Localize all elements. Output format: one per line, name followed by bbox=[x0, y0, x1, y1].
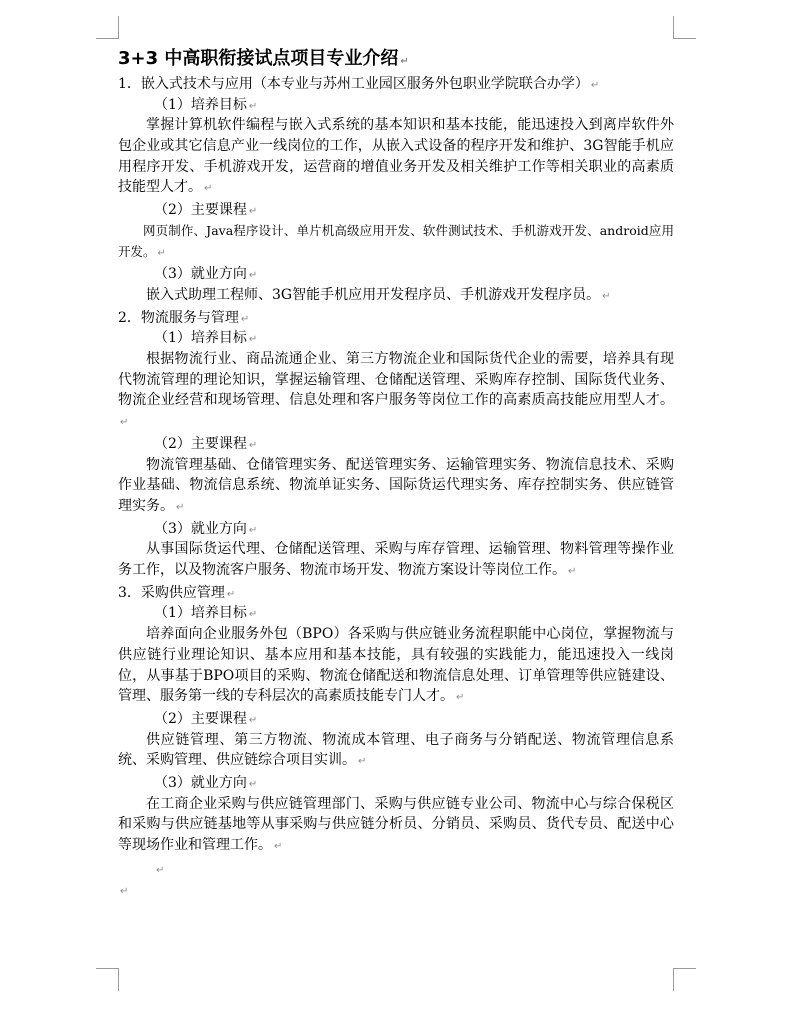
section-procurement bbox=[118, 583, 674, 858]
paragraph-mark: ↵ bbox=[248, 439, 258, 451]
page-corner-bottom-left bbox=[96, 968, 119, 991]
document-body[interactable] bbox=[118, 44, 674, 899]
paragraph-mark: ↵ bbox=[248, 270, 258, 282]
paragraph-mark: ↵ bbox=[248, 206, 258, 218]
paragraph-mark: ↵ bbox=[156, 864, 165, 876]
paragraph-mark: ↵ bbox=[274, 841, 283, 853]
paragraph-mark: ↵ bbox=[120, 417, 129, 429]
paragraph-mark: ↵ bbox=[400, 56, 409, 67]
goal-paragraph: 根据物流行业、商品流通企业、第三方物流企业和国际货代企业的需要，培养具有现代物流管理的理论知识，掌握运输管理、仓储配送管理、采购库存控制、国际货代业务、物流企业经营和现场管理、信息处理和客户服务等岗位工作的高素质高技能应用型人才。↵ bbox=[118, 351, 674, 429]
paragraph-mark: ↵ bbox=[248, 714, 258, 726]
courses-paragraph: 物流管理基础、仓储管理实务、配送管理实务、运输管理实务、物流信息技术、采购作业基础、物流信息系统、物流单证实务、国际货运代理实务、库存控制实务、供应链管理实务。 ↵ bbox=[118, 456, 674, 514]
paragraph-mark: ↵ bbox=[248, 609, 258, 621]
courses-paragraph: 供应链管理、第三方物流、物流成本管理、电子商务与分销配送、物流管理信息系统、采购管理、供应链综合项目实训。 ↵ bbox=[118, 731, 674, 769]
subheading-goal: （1）培养目标 ↵ bbox=[154, 330, 258, 347]
page-corner-bottom-right bbox=[673, 968, 696, 991]
paragraph-mark: ↵ bbox=[568, 566, 577, 578]
subheading-jobs: （3）就业方向 ↵ bbox=[154, 266, 258, 283]
empty-paragraph bbox=[118, 858, 674, 879]
paragraph-mark: ↵ bbox=[240, 313, 250, 325]
paragraph-mark: ↵ bbox=[204, 183, 213, 195]
paragraph-mark: ↵ bbox=[602, 290, 611, 302]
subheading-jobs: （3）就业方向 ↵ bbox=[154, 520, 258, 537]
subheading-goal: （1）培养目标 ↵ bbox=[154, 96, 258, 113]
paragraph-mark: ↵ bbox=[248, 100, 258, 112]
paragraph-mark: ↵ bbox=[248, 334, 258, 346]
paragraph-mark: ↵ bbox=[590, 80, 600, 91]
section-heading: 1．嵌入式技术与应用（本专业与苏州工业园区服务外包职业学院联合办学） ↵ bbox=[118, 76, 600, 92]
section-embedded bbox=[118, 74, 674, 308]
subheading-courses: （2）主要课程 ↵ bbox=[154, 710, 258, 727]
paragraph-mark: ↵ bbox=[176, 501, 185, 513]
subheading-courses: （2）主要课程 ↵ bbox=[154, 202, 258, 219]
jobs-paragraph: 嵌入式助理工程师、3G智能手机应用开发程序员、手机游戏开发程序员。 ↵ bbox=[146, 286, 611, 303]
subheading-courses: （2）主要课程 ↵ bbox=[154, 435, 258, 452]
courses-paragraph: 网页制作、Java程序设计、单片机高级应用开发、软件测试技术、手机游戏开发、android应用开发。 ↵ bbox=[118, 222, 674, 259]
goal-paragraph: 培养面向企业服务外包（BPO）各采购与供应链业务流程职能中心岗位，掌握物流与供应链行业理论知识、基本应用和基本技能，具有较强的实践能力，能迅速投入一线岗位，从事基于BPO项目的采购、物流仓储配送和物流信息处理、订单管理等供应链建设、管理、服务第一线的专科层次的高素质技能专门人才。 ↵ bbox=[118, 626, 674, 705]
subheading-jobs: （3）就业方向 ↵ bbox=[154, 775, 258, 792]
paragraph-mark: ↵ bbox=[157, 247, 166, 259]
jobs-paragraph: 在工商企业采购与供应链管理部门、采购与供应链专业公司、物流中心与综合保税区和采购与供应链基地等从事采购与供应链分析员、分销员、采购员、货代专员、配送中心等现场作业和管理工作。 ↵ bbox=[118, 795, 674, 854]
document-title: 3+3 中高职衔接试点项目专业介绍 ↵ bbox=[118, 48, 409, 69]
goal-paragraph: 掌握计算机软件编程与嵌入式系统的基本知识和基本技能，能迅速投入到离岸软件外包企业或其它信息产业一线岗位的工作，从嵌入式设备的程序开发和维护、3G智能手机应用程序开发、手机游戏开发，运营商的增值业务开发及相关维护工作等相关职业的高素质技能型人才。 ↵ bbox=[118, 117, 674, 196]
page-corner-top-left bbox=[96, 16, 119, 39]
paragraph-mark: ↵ bbox=[248, 524, 258, 536]
subheading-goal: （1）培养目标 ↵ bbox=[154, 605, 258, 622]
paragraph-mark: ↵ bbox=[358, 756, 367, 768]
section-logistics bbox=[118, 308, 674, 583]
jobs-paragraph: 从事国际货运代理、仓储配送管理、采购与库存管理、运输管理、物料管理等操作业务工作，以及物流客户服务、物流市场开发、物流方案设计等岗位工作。 ↵ bbox=[118, 541, 674, 579]
section-heading: 2．物流服务与管理 ↵ bbox=[118, 309, 250, 326]
page-corner-top-right bbox=[673, 16, 696, 39]
section-heading: 3．采购供应管理 ↵ bbox=[118, 584, 236, 601]
paragraph-mark: ↵ bbox=[248, 779, 258, 791]
paragraph-mark: ↵ bbox=[456, 692, 465, 704]
empty-paragraph bbox=[118, 879, 674, 900]
paragraph-mark: ↵ bbox=[226, 588, 236, 600]
paragraph-mark: ↵ bbox=[120, 885, 129, 897]
